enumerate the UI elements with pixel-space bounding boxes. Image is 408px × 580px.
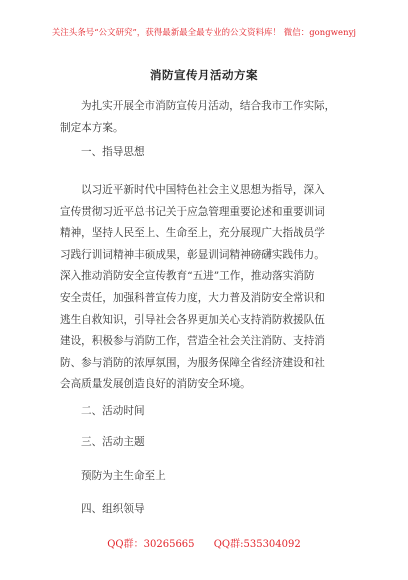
document-title: 消防宣传月活动方案 (150, 68, 258, 82)
paragraph-line: 习践行训词精神丰硕成果，彰显训词精神磅礴实践伟力。 (60, 248, 325, 261)
paragraph-line: 精神，坚持人民至上、生命至上，充分展现广大指战员学 (60, 227, 325, 240)
intro-line: 制定本方案。 (60, 121, 124, 134)
intro-line: 为扎实开展全市消防宣传月活动，结合我市工作实际， (81, 100, 336, 112)
header-banner: 关注头条号“公文研究”，获得最新最全最专业的公文资料库！ 微信：gongwenyj (51, 27, 357, 37)
paragraph-line: 以习近平新时代中国特色社会主义思想为指导，深入 (81, 184, 325, 196)
paragraph-line: 安全责任，加强科普宣传力度，大力普及消防安全常识和 (60, 291, 325, 304)
activity-theme-content: 预防为主生命至上 (81, 470, 166, 482)
section-heading-activity-time: 二、活动时间 (81, 405, 145, 417)
footer-qq-group-1: QQ群：30265665 (107, 539, 195, 550)
section-heading-activity-theme: 三、活动主题 (81, 436, 145, 448)
guiding-thought-paragraph (60, 180, 358, 396)
paragraph-line: 深入推动消防安全宣传教育“五进”工作，推动落实消防 (60, 270, 315, 283)
paragraph-line: 建设，积极参与消防工作，营造全社会关注消防、支持消 (60, 335, 325, 348)
section-heading-organization: 四、组织领导 (81, 503, 145, 515)
section-heading-guiding-thought: 一、指导思想 (81, 146, 145, 158)
intro-paragraph (60, 96, 358, 139)
paragraph-line: 防、参与消防的浓厚氛围，为服务保障全省经济建设和社 (60, 356, 325, 369)
footer-qq-group-2: QQ群:535304092 (213, 539, 301, 550)
paragraph-line: 会高质量发展创造良好的消防安全环境。 (60, 378, 251, 391)
paragraph-line: 宣传贯彻习近平总书记关于应急管理重要论述和重要训词 (60, 205, 325, 218)
paragraph-line: 逃生自救知识，引导社会各界更加关心支持消防救援队伍 (60, 313, 325, 326)
footer-contact (0, 535, 408, 550)
